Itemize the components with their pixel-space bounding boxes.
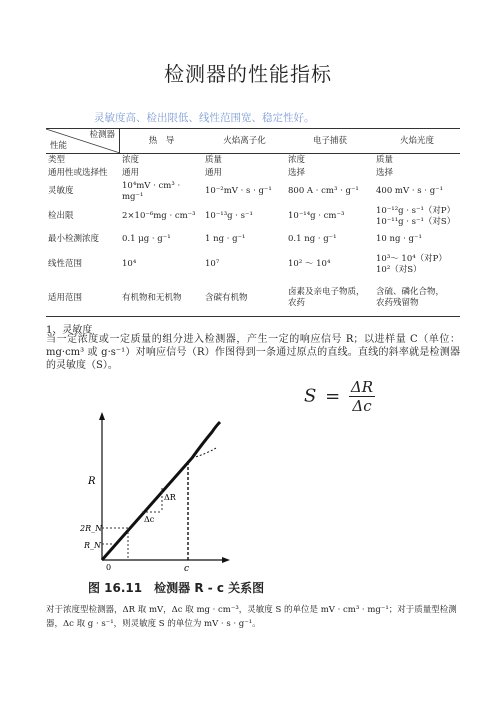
corner-top-label: 检测器 (89, 130, 115, 140)
delta-c-label: Δc (144, 515, 155, 524)
table-cell: 0.1 μg · g⁻¹ (122, 234, 171, 244)
table-corner (46, 129, 120, 153)
performance-table (46, 128, 460, 317)
table-row (46, 181, 460, 203)
formula-denominator: Δc (352, 397, 372, 415)
table-cell: 质量 (205, 154, 223, 165)
table-cell: 浓度 (122, 154, 140, 165)
tick-2rn: 2R_N (80, 524, 103, 533)
table-cell: 选择 (376, 168, 394, 178)
table-row (46, 281, 460, 317)
table-cell: 通用 (205, 168, 223, 178)
section-heading: 1、灵敏度 (46, 325, 93, 336)
table-cell: 10³～ 10⁴（对P） 10²（对S） (376, 253, 447, 275)
table-row (46, 154, 460, 167)
table-cell: 有机物和无机物 (120, 281, 203, 317)
row-label: 适用范围 (46, 281, 120, 317)
column-header: 火焰离子化 (203, 129, 286, 154)
table-cell: 10⁻¹³g · s⁻¹ (205, 211, 253, 221)
figure-note: 对于浓度型检测器，ΔR 取 mV，Δc 取 mg · cm⁻³，灵敏度 S 的单位是 mV · cm³ · mg⁻¹；对于质量型检测器，Δc 取 g · s⁻¹，则灵敏度 S 的单位为 mV · s · g⁻¹。 (46, 605, 457, 629)
table-cell: 通用 (122, 168, 140, 178)
corner-bottom-label: 性能 (50, 141, 68, 151)
table-row (46, 231, 460, 249)
table-cell: 10⁴ (122, 259, 137, 269)
table-cell: 质量 (376, 154, 394, 165)
row-label: 检出限 (48, 211, 74, 221)
formula-numerator: ΔR (350, 378, 374, 396)
x-axis-label: c (184, 564, 190, 574)
y-axis-label: R (88, 476, 96, 487)
formula-equals: = (325, 385, 341, 407)
table-cell: 800 A · cm³ · g⁻¹ (288, 186, 359, 196)
table-cell: 1 ng · g⁻¹ (205, 234, 246, 244)
table-cell: 10⁻²mV · s · g⁻¹ (205, 186, 272, 196)
delta-r-label: ΔR (164, 493, 176, 502)
r-c-graph (80, 410, 230, 578)
row-label: 通用性或选择性 (48, 168, 108, 178)
page-subtitle: 灵敏度高、检出限低、线性范围宽、稳定性好。 (94, 112, 315, 124)
sensitivity-formula (304, 378, 375, 415)
table-cell: 400 mV · s · g⁻¹ (376, 186, 444, 196)
table-cell: 10 ng · g⁻¹ (376, 234, 422, 244)
column-header: 热 导 (120, 129, 203, 154)
section-paragraph: 当一定浓度或一定质量的组分进入检测器，产生一定的响应信号 R；以进样量 C（单位：mg·cm³ 或 g·s⁻¹）对响应信号（R）作图得到一条通过原点的直线。直线的斜率就是检测器的灵敏度（S）。 (46, 334, 460, 371)
row-label: 灵敏度 (48, 186, 74, 196)
table-row (46, 249, 460, 281)
row-label: 线性范围 (48, 259, 83, 269)
page-title: 检测器的性能指标 (164, 62, 332, 86)
y-axis-arrow (99, 412, 105, 420)
table-header-row (46, 129, 460, 154)
row-label: 最小检测浓度 (48, 234, 100, 244)
table-cell: 浓度 (288, 154, 306, 165)
table-cell: 10⁻¹⁴g · cm⁻³ (288, 211, 345, 221)
response-line (102, 422, 220, 560)
table-cell: 10⁴mV · cm³ · mg⁻¹ (122, 180, 181, 202)
table-cell: 2×10⁻⁶mg · cm⁻³ (122, 211, 196, 221)
table-row (46, 167, 460, 181)
table-cell: 卤素及亲电子物质， 农药 (286, 281, 374, 317)
table-row (46, 203, 460, 231)
table-cell: 选择 (288, 168, 306, 178)
x-axis-arrow (222, 557, 230, 563)
column-header: 电子捕获 (286, 129, 374, 154)
column-header: 火焰光度 (374, 129, 460, 154)
table-cell: 0.1 ng · g⁻¹ (288, 234, 337, 244)
origin-label: 0 (106, 563, 112, 572)
row-label: 类型 (48, 154, 66, 165)
table-cell: 10⁷ (205, 259, 220, 269)
formula-lhs: S (304, 385, 317, 407)
table-cell: 10² ～ 10⁴ (288, 259, 331, 269)
figure-caption: 图 16.11 检测器 R - c 关系图 (88, 581, 265, 595)
table-cell: 10⁻¹²g · s⁻¹（对P） 10⁻¹¹g · s⁻¹（对S） (376, 205, 456, 227)
table-cell: 含碳有机物 (203, 281, 286, 317)
tick-rn: R_N (84, 541, 102, 550)
table-cell: 含硫、磷化合物， 农药残留物 (374, 281, 460, 317)
